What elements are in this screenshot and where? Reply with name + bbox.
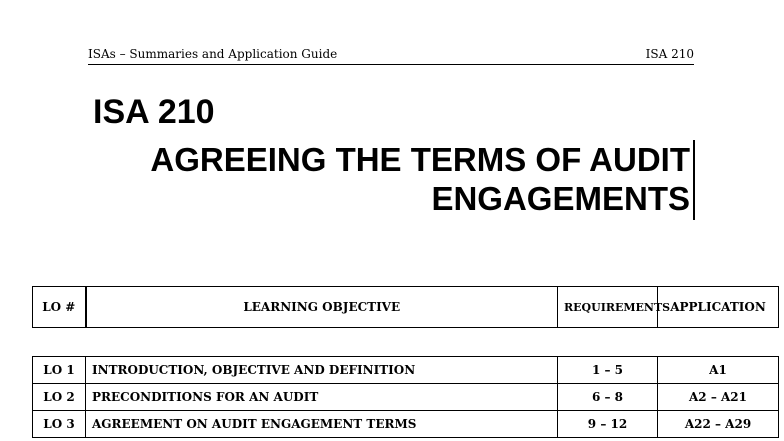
table-header-row bbox=[33, 287, 779, 328]
standard-number: ISA 210 bbox=[93, 93, 215, 131]
application-range: A1 bbox=[658, 357, 779, 384]
application-range: A2 – A21 bbox=[658, 384, 779, 411]
running-header-standard: ISA 210 bbox=[645, 47, 694, 61]
table-row bbox=[33, 411, 779, 438]
column-header-lo: LO # bbox=[33, 287, 86, 328]
requirements-range: 1 – 5 bbox=[558, 357, 658, 384]
requirements-range: 9 – 12 bbox=[558, 411, 658, 438]
lo-number: LO 3 bbox=[33, 411, 86, 438]
page-title-line-1: AGREEING THE TERMS OF AUDIT bbox=[150, 141, 690, 178]
column-header-objective: LEARNING OBJECTIVE bbox=[86, 287, 558, 328]
running-header bbox=[88, 46, 694, 65]
lo-number: LO 2 bbox=[33, 384, 86, 411]
learning-objective: AGREEMENT ON AUDIT ENGAGEMENT TERMS bbox=[86, 411, 558, 438]
page-title-line-2: ENGAGEMENTS bbox=[431, 180, 690, 217]
objectives-table bbox=[32, 356, 779, 438]
learning-objective: PRECONDITIONS FOR AN AUDIT bbox=[86, 384, 558, 411]
table-row bbox=[33, 384, 779, 411]
table-row bbox=[33, 357, 779, 384]
requirements-range: 6 – 8 bbox=[558, 384, 658, 411]
lo-number: LO 1 bbox=[33, 357, 86, 384]
objectives-header-table bbox=[32, 286, 779, 328]
running-header-title: ISAs – Summaries and Application Guide bbox=[88, 47, 338, 61]
learning-objective: INTRODUCTION, OBJECTIVE AND DEFINITION bbox=[86, 357, 558, 384]
application-range: A22 – A29 bbox=[658, 411, 779, 438]
column-header-requirements: REQUIREMENTS bbox=[558, 287, 658, 328]
title-block bbox=[90, 140, 695, 220]
column-header-application: APPLICATION bbox=[658, 287, 779, 328]
